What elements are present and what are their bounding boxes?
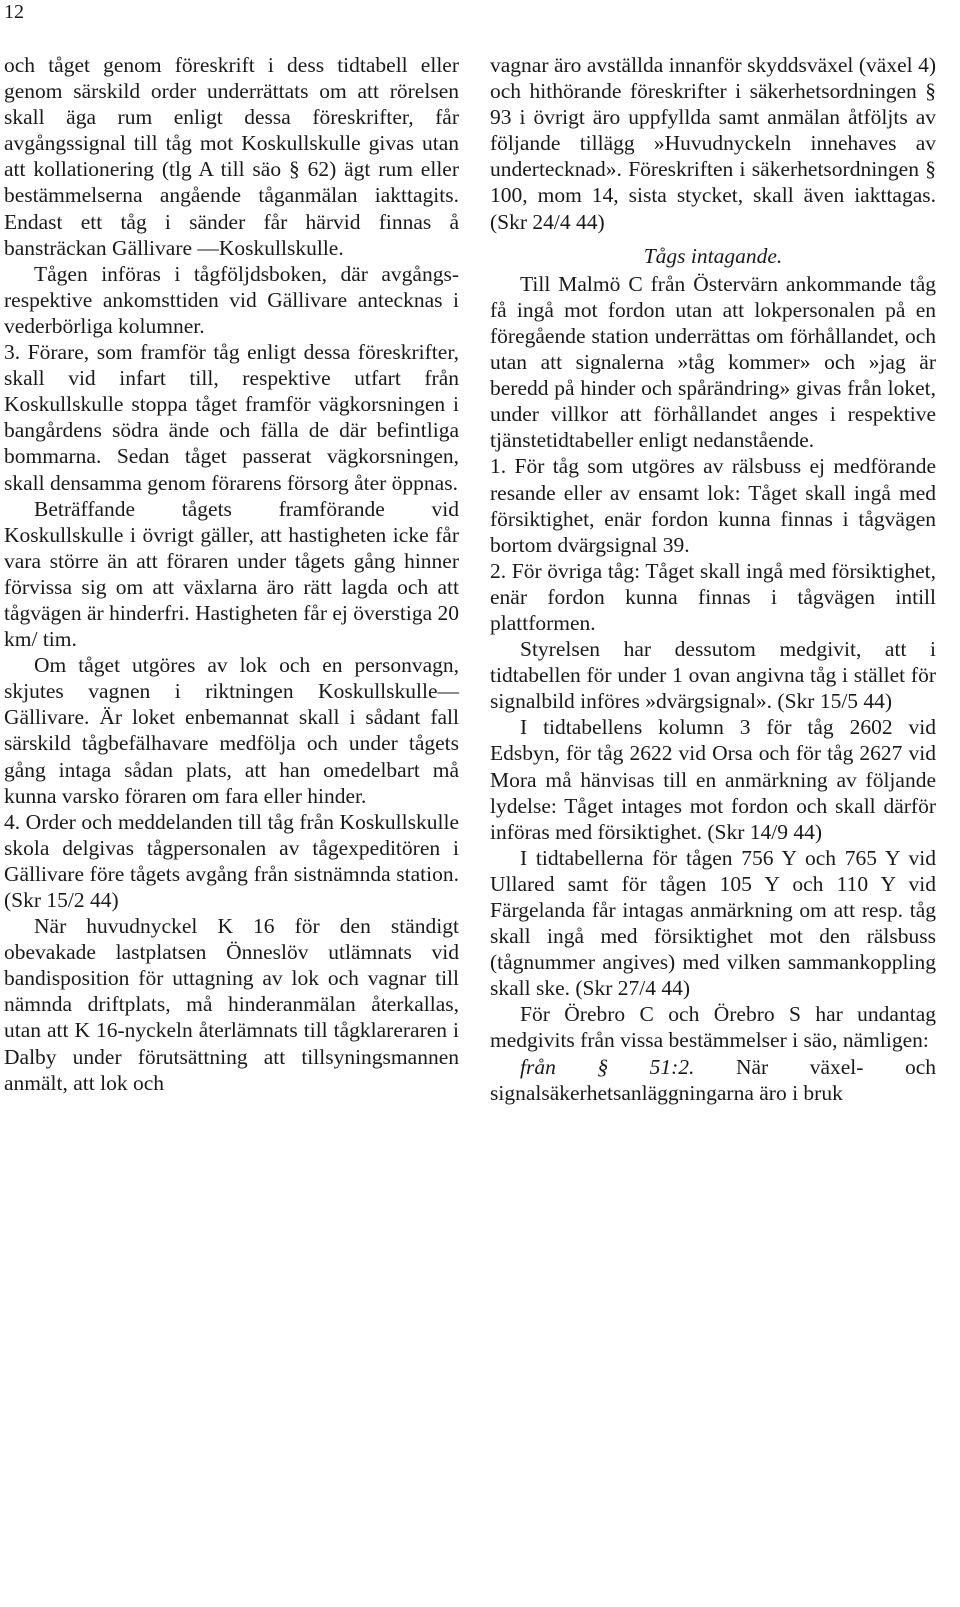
left-paragraph-7: När huvudnyckel K 16 för den ständigt obevakade lastplatsen Önneslöv utlämnats vid bandisposition för uttagning av lok och vagnar till nämnda driftplats, må hinderanmälan återkallas, utan att K 16-nyckeln återlämnats till tågklareraren i Dalby under förutsättning att tillsyningsmannen anmält, att lok och — [4, 914, 459, 1095]
right-paragraph-4: 2. För övriga tåg: Tåget skall ingå med försiktighet, enär fordon kunna finnas i tågvägen intill plattformen. — [490, 558, 936, 635]
right-paragraph-7: I tidtabellerna för tågen 756 Y och 765 Y vid Ullared samt för tågen 105 Y och 110 Y vid Färgelanda får intagas anmärkning om att resp. tåg skall ingå med försiktighet mot den rälsbuss (tågnummer angives) med vilken sammankoppling skall ske. (Skr 27/4 44) — [490, 845, 936, 1001]
left-paragraph-2: Tågen införas i tågföljdsboken, där avgångs- respektive ankomsttiden vid Gällivare antecknas i vederbörliga kolumner. — [4, 261, 459, 338]
right-paragraph-1: vagnar äro avställda innanför skyddsväxel (växel 4) och hithörande föreskrifter i säkerhetsordningen § 93 i övrigt äro uppfyllda samt anmälan åtföljts av följande tillägg »Huvudnyckeln innehaves av undertecknad». Föreskriften i säkerhetsordningen § 100, mom 14, sista stycket, skall även iakttagas. (Skr 24/4 44) — [490, 53, 936, 234]
section-reference: från § 51:2. — [520, 1054, 695, 1079]
right-paragraph-5: Styrelsen har dessutom medgivit, att i tidtabellen för under 1 ovan angivna tåg i stället för signalbild införes »dvärgsignal». (Skr 15/5 44) — [490, 637, 936, 714]
left-paragraph-3: 3. Förare, som framför tåg enligt dessa föreskrifter, skall vid infart till, respektive utfart från Koskullskulle stoppa tåget framför vägkorsningen i bangårdens södra ände och fälla de där befintliga bommarna. Sedan tåget passerat vägkorsningen, skall densamma genom förarens försorg åter öppnas. — [4, 340, 459, 495]
left-paragraph-1: och tåget genom föreskrift i dess tidtabell eller genom särskild order underrättats om att rörelsen skall äga rum enligt dessa föreskrifter, får avgångssignal till tåg mot Koskullskulle givas utan att kollationering (tlg A till säo § 62) ägt rum eller bestämmelserna angående tåganmälan iakttagits. Endast ett tåg i sänder får härvid finnas å bansträckan Gällivare —Koskullskulle. — [4, 53, 459, 260]
right-paragraph-8: För Örebro C och Örebro S har undantag medgivits från vissa bestämmelser i säo, nämligen: — [490, 1002, 936, 1053]
right-paragraph-2: Till Malmö C från Östervärn ankommande tåg få ingå mot fordon utan att lokpersonalen på en föregående station underrättas om förhållandet, och utan att signalerna »tåg kommer» och »jag är beredd på hinder och spårändring» givas från loket, under villkor att förhållandet anges i respektive tjänstetidtabeller enligt nedanstående. — [490, 271, 936, 453]
left-paragraph-6: 4. Order och meddelanden till tåg från Koskullskulle skola delgivas tågpersonalen av tågexpeditören i Gällivare före tågets avgång från sistnämnda station. (Skr 15/2 44) — [4, 809, 459, 912]
page-number: 12 — [4, 1, 24, 23]
right-paragraph-9-text: När växel- och signalsäkerhetsanläggningarna äro i bruk — [490, 1054, 937, 1105]
right-paragraph-9 — [490, 1054, 936, 1106]
right-column — [490, 52, 936, 1106]
right-paragraph-3: 1. För tåg som utgöres av rälsbuss ej medförande resande eller av ensamt lok: Tåget skall ingå med försiktighet, enär fordon kunna finnas i tågvägen bortom dvärgsignal 39. — [490, 454, 936, 557]
left-paragraph-5: Om tåget utgöres av lok och en personvagn, skjutes vagnen i riktningen Koskullskulle—Gällivare. Är loket enbemannat skall i sådant fall särskild tågbefälhavare medfölja och under tågets gång intaga sådan plats, att han omedelbart må kunna varsko föraren om fara eller hinder. — [4, 653, 459, 808]
right-paragraph-6: I tidtabellens kolumn 3 för tåg 2602 vid Edsbyn, för tåg 2622 vid Orsa och för tåg 2627 vid Mora må hänvisas till en anmärkning av följande lydelse: Tåget intages mot fordon och skall därför införas med försiktighet. (Skr 14/9 44) — [490, 715, 936, 844]
section-heading: Tågs intagande. — [643, 243, 783, 268]
left-paragraph-4: Beträffande tågets framförande vid Koskullskulle i övrigt gäller, att hastigheten icke får vara större än att föraren under tågets gång hinner förvissa sig om att växlarna äro rätt lagda och att tågvägen är hinderfri. Hastigheten får ej överstiga 20 km/ tim. — [4, 496, 459, 652]
left-column — [4, 52, 459, 1096]
